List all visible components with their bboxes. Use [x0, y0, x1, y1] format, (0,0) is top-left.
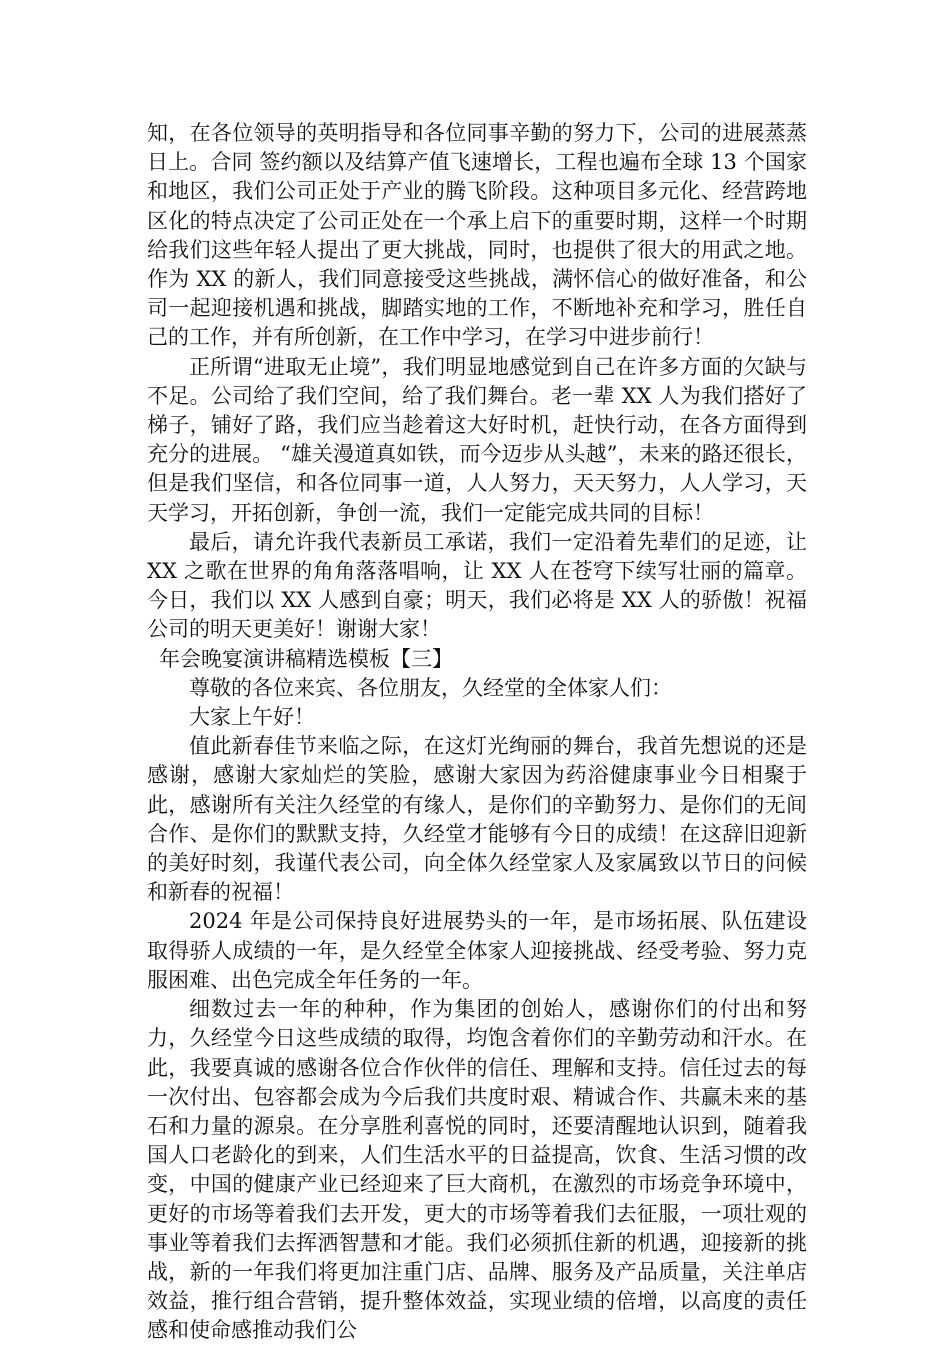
- paragraph-salutation: 尊敬的各位来宾、各位朋友，久经堂的全体家人们：: [189, 675, 672, 700]
- document-body: [147, 119, 807, 1346]
- paragraph-closing: 最后，请允许我代表新员工承诺，我们一定沿着先辈们的足迹，让 XX 之歌在世界的角角落落唱响，让 XX 人在苍穹下续写壮丽的篇章。今日，我们以 XX 人感到自豪；明天，我们必将是 XX 人的骄傲！祝福公司的明天更美好！谢谢大家！: [147, 529, 807, 642]
- section-title: 年会晚宴演讲稿精选模板【三】: [159, 646, 453, 671]
- paragraph-outlook: 细数过去一年的种种，作为集团的创始人，感谢你们的付出和努力，久经堂今日这些成绩的取得，均饱含着你们的辛勤劳动和汗水。在此，我要真诚的感谢各位合作伙伴的信任、理解和支持。信任过去的每一次付出、包容都会成为今后我们共度时艰、精诚合作、共赢未来的基石和力量的源泉。在分享胜利喜悦的同时，还要清醒地认识到，随着我国人口老龄化的到来，人们生活水平的日益提高，饮食、生活习惯的改变，中国的健康产业已经迎来了巨大商机，在激烈的市场竞争环境中，更好的市场等着我们去开发，更大的市场等着我们去征服，一项壮观的事业等着我们去挥洒智慧和才能。我们必须抓住新的机遇，迎接新的挑战，新的一年我们将更加注重门店、品牌、服务及产品质量，关注单店效益，推行组合营销，提升整体效益，实现业绩的倍增，以高度的责任感和使命感推动我们公: [147, 997, 807, 1343]
- paragraph-year-review: 2024 年是公司保持良好进展势头的一年，是市场拓展、队伍建设取得骄人成绩的一年，是久经堂全体家人迎接挑战、经受考验、努力克服困难、出色完成全年任务的一年。: [147, 909, 807, 992]
- paragraph-progress: 正所谓“进取无止境”，我们明显地感觉到自己在许多方面的欠缺与不足。公司给了我们空间，给了我们舞台。老一辈 XX 人为我们搭好了梯子，铺好了路，我们应当趁着这大好时机，赶快行动，在各方面得到充分的进展。 “雄关漫道真如铁，而今迈步从头越”，未来的路还很长，但是我们坚信，和各位同事一道，人人努力，天天努力，人人学习，天天学习，开拓创新，争创一流，我们一定能完成共同的目标！: [147, 354, 807, 525]
- paragraph-continuation: 知，在各位领导的英明指导和各位同事辛勤的努力下，公司的进展蒸蒸日上。合同 签约额以及结算产值飞速增长，工程也遍布全球 13 个国家和地区，我们公司正处于产业的腾飞阶段。这种项目多元化、经营跨地区化的特点决定了公司正处在一个承上启下的重要时期，这样一个时期给我们这些年轻人提出了更大挑战，同时，也提供了很大的用武之地。作为 XX 的新人，我们同意接受这些挑战，满怀信心的做好准备，和公司一起迎接机遇和挑战，脚踏实地的工作，不断地补充和学习，胜任自己的工作，并有所创新，在工作中学习，在学习中进步前行！: [147, 121, 807, 350]
- paragraph-greeting: 大家上午好！: [189, 705, 315, 730]
- paragraph-thanks: 值此新春佳节来临之际，在这灯光绚丽的舞台，我首先想说的还是感谢，感谢大家灿烂的笑脸，感谢大家因为药浴健康事业今日相聚于此，感谢所有关注久经堂的有缘人，是你们的辛勤努力、是你们的无间合作、是你们的默默支持，久经堂才能够有今日的成绩！在这辞旧迎新的美好时刻，我谨代表公司，向全体久经堂家人及家属致以节日的问候和新春的祝福！: [147, 734, 807, 905]
